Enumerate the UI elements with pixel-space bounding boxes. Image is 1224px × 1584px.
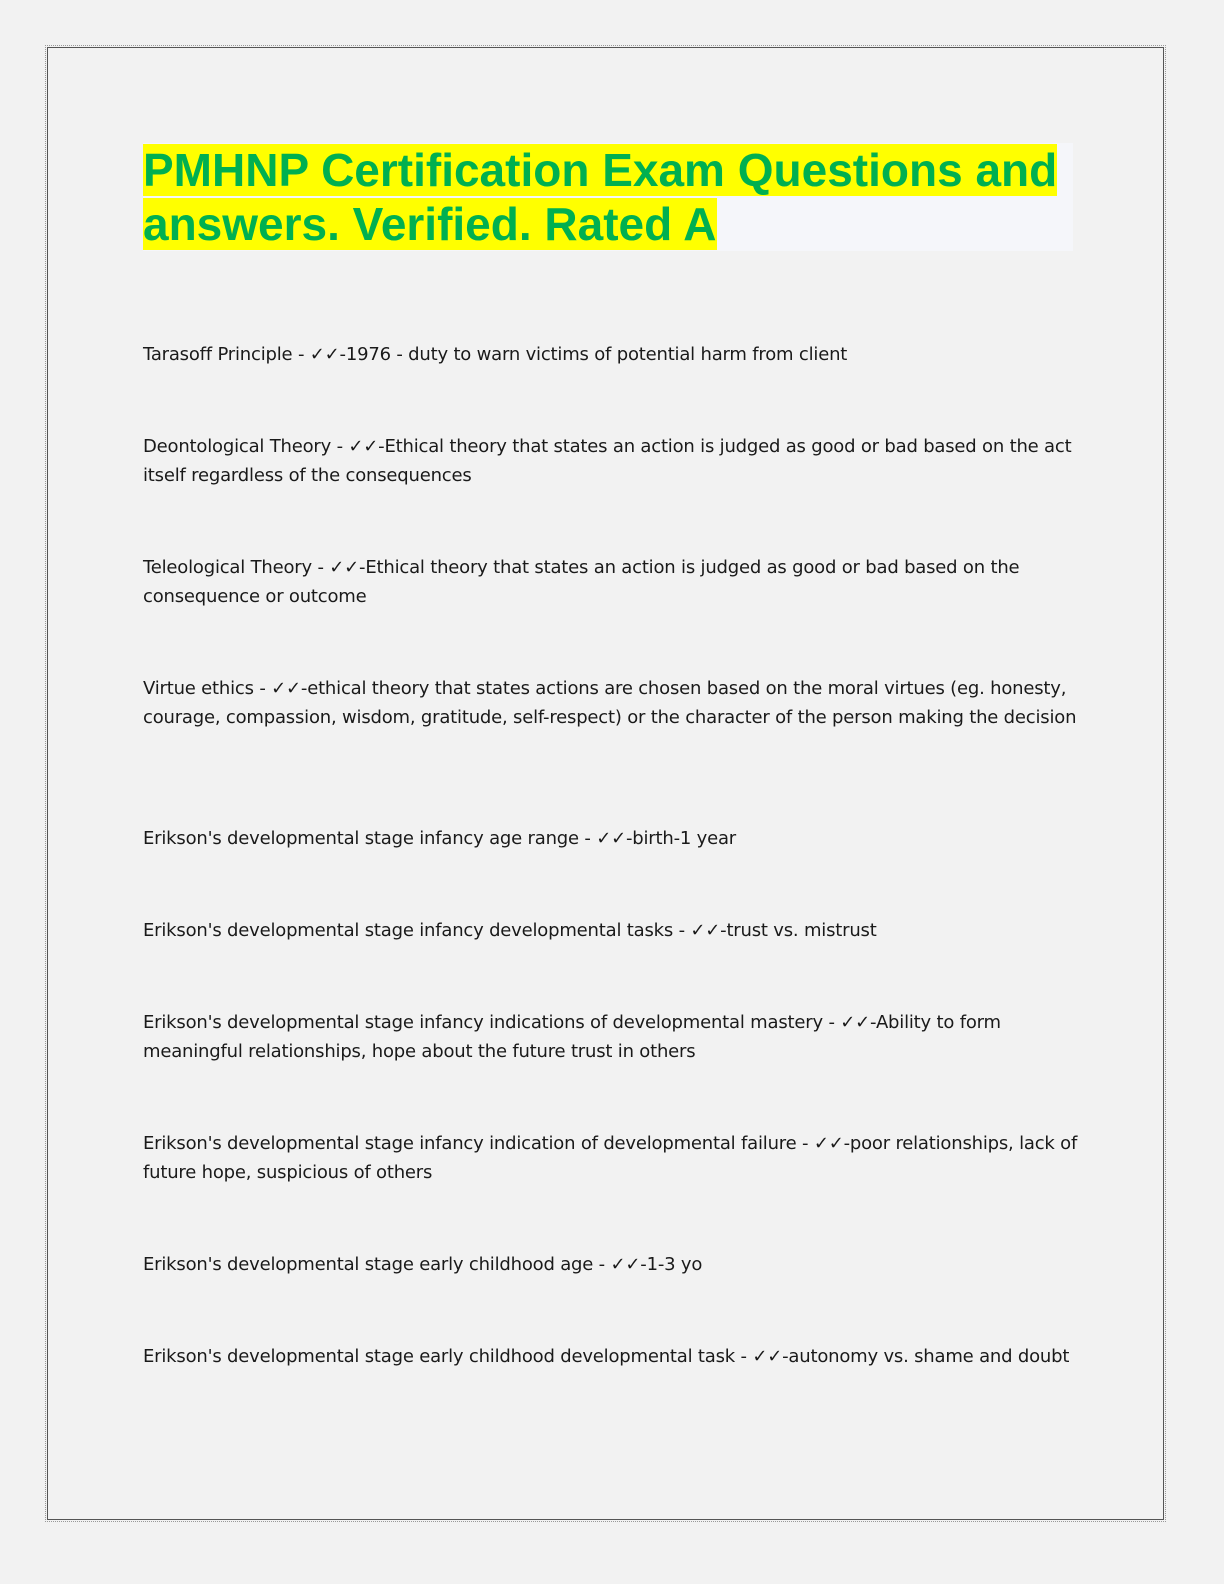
- qa-entry: Tarasoff Principle - ✓✓-1976 - duty to warn victims of potential harm from client: [143, 344, 848, 365]
- qa-entry: Erikson's developmental stage early childhood developmental task - ✓✓-autonomy vs. shame and doubt: [143, 1346, 1070, 1367]
- qa-entry: Erikson's developmental stage infancy developmental tasks - ✓✓-trust vs. mistrust: [143, 920, 877, 941]
- qa-answer: 1976 - duty to warn victims of potential harm from client: [345, 344, 848, 365]
- qa-answer: birth-1 year: [632, 828, 737, 849]
- qa-entry: Deontological Theory - ✓✓-Ethical theory that states an action is judged as good or bad based on the act itself regardless of the consequences: [143, 436, 1072, 486]
- title-highlight: PMHNP Certification Exam Questions and answers. Verified. Rated A: [143, 144, 1058, 250]
- qa-answer: ethical theory that states actions are chosen based on the moral virtues (eg. honesty, courage, compassion, wisdom, gratitude, self-respect) or the character of the person making the decision: [143, 678, 1077, 728]
- qa-answer: Ability to form meaningful relationships, hope about the future trust in others: [143, 1012, 1001, 1062]
- qa-term: Erikson's developmental stage infancy age range: [143, 828, 579, 849]
- double-check-icon: ✓✓: [348, 436, 379, 457]
- qa-entry: Teleological Theory - ✓✓-Ethical theory that states an action is judged as good or bad based on the consequence or outcome: [143, 557, 1020, 607]
- qa-entry: Erikson's developmental stage infancy age range - ✓✓-birth-1 year: [143, 828, 737, 849]
- qa-answer: autonomy vs. shame and doubt: [788, 1346, 1070, 1367]
- double-check-icon: ✓✓: [813, 1133, 844, 1154]
- qa-answer: trust vs. mistrust: [726, 920, 877, 941]
- qa-term: Erikson's developmental stage infancy indication of developmental failure: [143, 1133, 797, 1154]
- qa-term: Tarasoff Principle: [143, 344, 293, 365]
- qa-entry: Erikson's developmental stage infancy indications of developmental mastery - ✓✓-Ability to form meaningful relationships, hope about the future trust in others: [143, 1012, 1001, 1062]
- qa-term: Erikson's developmental stage infancy developmental tasks: [143, 920, 674, 941]
- page-border: [47, 47, 1164, 1520]
- qa-term: Virtue ethics: [143, 678, 254, 699]
- double-check-icon: ✓✓: [752, 1346, 783, 1367]
- page-title: [143, 143, 1073, 251]
- double-check-icon: ✓✓: [596, 828, 626, 849]
- double-check-icon: ✓✓: [840, 1012, 871, 1033]
- qa-answer: 1-3 yo: [646, 1254, 703, 1275]
- qa-term: Erikson's developmental stage infancy indications of developmental mastery: [143, 1012, 823, 1033]
- double-check-icon: ✓✓: [271, 678, 301, 699]
- double-check-icon: ✓✓: [690, 920, 721, 941]
- qa-term: Erikson's developmental stage early childhood developmental task: [143, 1346, 736, 1367]
- qa-answer: poor relationships, lack of future hope, suspicious of others: [143, 1133, 1078, 1183]
- qa-entry: Erikson's developmental stage infancy indication of developmental failure - ✓✓-poor relationships, lack of future hope, suspicious of others: [143, 1133, 1078, 1183]
- double-check-icon: ✓✓: [309, 344, 340, 365]
- title-block: [143, 143, 1073, 251]
- qa-term: Deontological Theory: [143, 436, 332, 457]
- qa-term: Erikson's developmental stage early childhood age: [143, 1254, 594, 1275]
- double-check-icon: ✓✓: [610, 1254, 641, 1275]
- double-check-icon: ✓✓: [329, 557, 360, 578]
- qa-entry: Virtue ethics - ✓✓-ethical theory that states actions are chosen based on the moral virtues (eg. honesty, courage, compassion, wisdom, gratitude, self-respect) or the character of the person making the decision: [143, 678, 1077, 728]
- qa-entry: Erikson's developmental stage early childhood age - ✓✓-1-3 yo: [143, 1254, 703, 1275]
- qa-term: Teleological Theory: [143, 557, 312, 578]
- qa-answer: Ethical theory that states an action is judged as good or bad based on the consequence or outcome: [143, 557, 1020, 607]
- qa-answer: Ethical theory that states an action is judged as good or bad based on the act itself regardless of the consequences: [143, 436, 1072, 486]
